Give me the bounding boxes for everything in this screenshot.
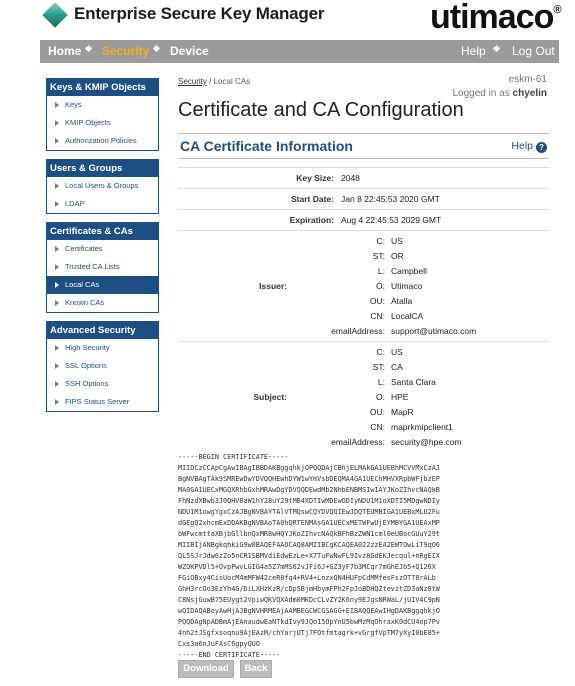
breadcrumb-security-link[interactable]: Security	[178, 77, 207, 86]
breadcrumb	[178, 77, 250, 86]
sidebar-group-title: Users & Groups	[47, 160, 158, 177]
download-button[interactable]: Download	[178, 660, 234, 678]
sidebar-item-certificates[interactable]: Certificates	[47, 240, 158, 258]
dn-line: CN: LocalCA	[370, 311, 424, 321]
sidebar	[46, 78, 159, 420]
brand-logo: utimaco®	[430, 0, 561, 36]
dn-line: O: Utimaco	[376, 281, 423, 291]
subject-block	[178, 341, 549, 452]
arrow-right-icon	[55, 399, 59, 405]
nav-home[interactable]: Home	[48, 44, 82, 58]
info-row-start-date	[178, 188, 549, 209]
field-label: Start Date:	[291, 194, 334, 204]
arrow-right-icon	[55, 183, 59, 189]
arrow-right-icon	[55, 264, 59, 270]
dn-line: O: HPE	[376, 392, 409, 402]
top-navbar	[40, 40, 559, 63]
field-value: 2048	[341, 173, 360, 183]
sidebar-item-kmip-objects[interactable]: KMIP Objects	[47, 114, 158, 132]
dn-line: L: Santa Clara	[377, 377, 436, 387]
logged-in-label: Logged in as	[452, 88, 510, 99]
arrow-right-icon	[55, 138, 59, 144]
field-label: Key Size:	[296, 173, 334, 183]
sidebar-item-ldap[interactable]: LDAP	[47, 195, 158, 213]
dn-line: ST: OR	[372, 251, 404, 261]
dn-line: CN: maprkmipclient1	[370, 422, 453, 432]
dn-line: C: US	[376, 236, 403, 246]
dn-line: OU: Atalla	[369, 296, 413, 306]
section-header	[178, 133, 549, 159]
arrow-right-icon	[55, 300, 59, 306]
arrow-right-icon	[55, 201, 59, 207]
arrow-right-icon	[55, 381, 59, 387]
sidebar-item-ssl-options[interactable]: SSL Options	[47, 357, 158, 375]
dn-line: ST: CA	[372, 362, 403, 372]
nav-security[interactable]: Security	[102, 44, 150, 58]
issuer-block	[178, 230, 549, 341]
ca-info-table	[178, 167, 549, 452]
field-label: Issuer:	[259, 281, 287, 291]
dn-line: OU: MapR	[369, 407, 414, 417]
arrow-right-icon	[55, 282, 59, 288]
sidebar-item-authorization-policies[interactable]: Authorization Policies	[47, 132, 158, 150]
arrow-right-icon	[55, 246, 59, 252]
dn-line: emailAddress: security@hpe.com	[331, 437, 462, 447]
app-title: Enterprise Secure Key Manager	[74, 4, 325, 23]
info-row-expiration	[178, 209, 549, 230]
field-label: Subject:	[253, 392, 287, 402]
section-title: CA Certificate Information	[180, 138, 353, 154]
nav-help[interactable]: Help	[461, 44, 486, 58]
app-header	[0, 0, 575, 40]
sidebar-group-title: Certificates & CAs	[47, 223, 158, 240]
sidebar-item-local-cas[interactable]: Local CAs	[47, 276, 158, 294]
nav-separator-icon	[85, 45, 92, 52]
sidebar-group-certificates	[46, 222, 159, 313]
sidebar-item-keys[interactable]: Keys	[47, 96, 158, 114]
arrow-right-icon	[55, 120, 59, 126]
nav-logout[interactable]: Log Out	[512, 44, 555, 58]
field-label: Expiration:	[289, 215, 334, 225]
user-info	[452, 73, 547, 101]
arrow-right-icon	[55, 363, 59, 369]
dn-line: L: Campbell	[377, 266, 427, 276]
help-icon: ?	[536, 142, 547, 153]
arrow-right-icon	[55, 345, 59, 351]
username: chyelin	[512, 88, 547, 99]
sidebar-item-trusted-ca-lists[interactable]: Trusted CA Lists	[47, 258, 158, 276]
sidebar-group-keys	[46, 78, 159, 151]
nav-device[interactable]: Device	[170, 44, 209, 58]
certificate-pem-text[interactable]: -----BEGIN CERTIFICATE----- MIIDCzCCApCgAwIBAgIBBDAKBggqhkjOPQQDAjCBhjELMAkGA1UEBhMCVVMxCzAJ BgNVBAgTAk9SMREwDwYDVQQHEwhDYW1wYmVsbDEQMA4GA1UEChMHVXRpbWFjbzEP MA0GA1UECxMGQXRhbGxhMRAwDgYDVQQDEwdMb2NhbENBMSIwIAYJKoZIhvcNAQkB FhNzdXBwb3J0QHV0aW1hY28uY29tMB4XDTIwMDEwODIyNDU1M1oXDTI5MDgwNDIy NDU1M1owgYgxCzAJBgNVBAYTAlVTMQswCQYDVQQIEwJDQTEUMBIGA1UEBxMLU2Fu dGEgQ2xhcmExDDAKBgNVBAoTA0hQRTENMAsGA1UECxMETWFwUjEYMBYGA1UEAxMP bWFwcmttaXBjbGllbnQxMR8wHQYJKoZIhvcNAQkBFhBzZWN1cml0eUBocGUuY29t MIIBIjANBgkqhkiG9w0BAQEFAAOCAQ8AMIIBCgKCAQEA022zzEA2EWTOwLiT9qO6 QL5SJrJdw6zZo5nCR1SBMVdiEdwEzLe+X7TuFwNwFL9Ivz8GdEKJecqul+nRgEIX WZOKPVDl5+OvpPwvLGIG4a5Z7mMS62vJFi6J+GZ3yF7b3MCqr7mGhEJb5+Q126X FGiOBxy4CisUocM4mMFW42ceR8fq4+RV4+LnzxQN4HUFpCdMMfesFszOT78rALb GhH3rcOo3EzYh4G/DiLXHzKzR/cDp5BjmHbymFPh2FpJoBDHQZtevztZD3aNz0tW C8NsjGuwB75EUygt2VpiwQKVQXAdm0MKDcCLvZY2K6ny9EJgsNRWaL/jUIV4C9pN wQIDAQABoyAwHjAJBgNVHRMEAjAAMBEGCWCGSAGG+EIBAQQEAwIHgDAKBggqhkjO PQQDAgNpADBmAjEAnaudwEaNTkdIvy9JQo15OpYnU5bwMzMqOhraxK0dCU4op7Pv 4nh2tJSgfxsoqnu9AjEAzM/chYarjUTj7FOtfmtagrk+vGrgfVpTM7yXyI0bE85+ Cxs3a6nJuFAsC6gpyQUO -----END CERTIFICATE-----	[178, 453, 440, 659]
nav-separator-icon	[153, 45, 160, 52]
sidebar-item-fips-status-server[interactable]: FIPS Status Server	[47, 393, 158, 411]
field-value: Jan 8 22:45:53 2020 GMT	[341, 194, 440, 204]
sidebar-item-local-users[interactable]: Local Users & Groups	[47, 177, 158, 195]
sidebar-item-known-cas[interactable]: Known CAs	[47, 294, 158, 312]
dn-line: emailAddress: support@utimaco.com	[331, 326, 477, 336]
help-link[interactable]: Help ?	[511, 140, 547, 153]
back-button[interactable]: Back	[240, 660, 272, 678]
field-value: Aug 4 22:45:53 2029 GMT	[341, 215, 442, 225]
sidebar-group-title: Keys & KMIP Objects	[47, 79, 158, 96]
nav-separator-icon	[493, 45, 500, 52]
breadcrumb-current: Local CAs	[213, 77, 251, 86]
sidebar-item-ssh-options[interactable]: SSH Options	[47, 375, 158, 393]
sidebar-group-title: Advanced Security	[47, 322, 158, 339]
sidebar-item-high-security[interactable]: High Security	[47, 339, 158, 357]
breadcrumb-separator: /	[209, 77, 212, 86]
arrow-right-icon	[55, 102, 59, 108]
diamond-logo-icon	[42, 2, 67, 27]
dn-line: C: US	[376, 347, 403, 357]
page-title: Certificate and CA Configuration	[178, 99, 464, 121]
sidebar-group-advanced-security	[46, 321, 159, 412]
info-row-key-size	[178, 167, 549, 188]
hostname: eskm-61	[508, 74, 547, 85]
sidebar-group-users	[46, 159, 159, 214]
